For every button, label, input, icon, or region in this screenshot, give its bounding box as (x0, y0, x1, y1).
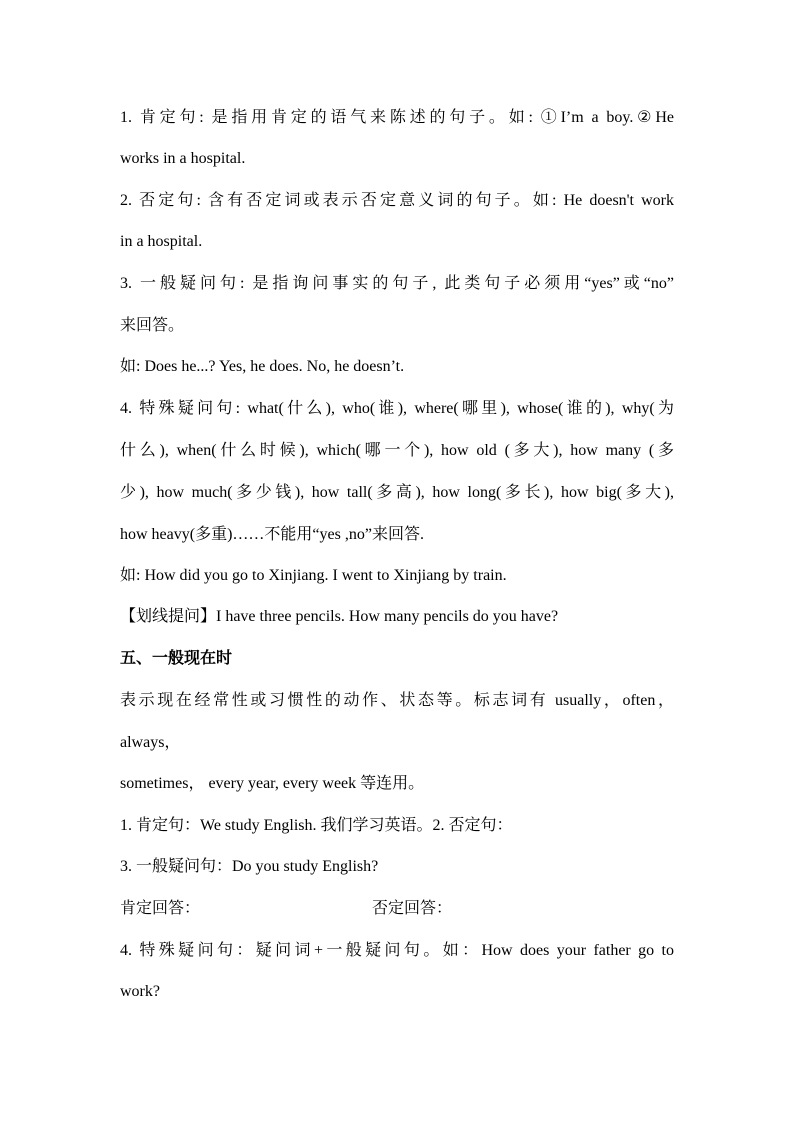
section-heading-simple-present: 五、一般现在时 (120, 650, 233, 667)
answer-row (120, 899, 452, 919)
simple-present-description-line-1: 表示现在经常性或习惯性的动作、状态等。标志词有 usually，often， (120, 692, 674, 709)
paragraph-special-question-line-2: 什么), when(什么时候), which(哪一个), how old (多大), how many (多 (120, 442, 674, 459)
paragraph-negative-line-2: in a hospital. (120, 233, 203, 250)
simple-present-affirmative-negative: 1. 肯定句：We study English. 我们学习英语。2. 否定句： (120, 817, 513, 834)
simple-present-description-line-3: sometimes， every year, every week 等连用。 (120, 775, 425, 792)
paragraph-special-question-line-3: 少), how much(多少钱), how tall(多高), how long(多长), how big(多大), (120, 484, 674, 501)
simple-present-description-line-2: always， (120, 734, 181, 751)
negative-answer-label: 否定回答： (372, 900, 453, 917)
paragraph-special-question-line-4: how heavy(多重)……不能用“yes ,no”来回答. (120, 526, 424, 543)
simple-present-special-question-line-2: work? (120, 983, 160, 1000)
paragraph-yes-no-question-line-2: 来回答。 (120, 317, 185, 334)
paragraph-negative-line-1: 2. 否定句: 含有否定词或表示否定意义词的句子。如: He doesn't work (120, 192, 674, 209)
simple-present-yes-no-question: 3. 一般疑问句：Do you study English? (120, 858, 379, 875)
example-does-he: 如: Does he...? Yes, he does. No, he doesn’t. (120, 358, 405, 375)
paragraph-special-question-line-1: 4. 特殊疑问句: what(什么), who(谁), where(哪里), whose(谁的), why(为 (120, 400, 674, 417)
paragraph-affirmative-line-1: 1. 肯定句: 是指用肯定的语气来陈述的句子。如: ①I’m a boy.②He (120, 109, 674, 126)
simple-present-special-question-line-1: 4. 特殊疑问句：疑问词+一般疑问句。如：How does your father go to (120, 942, 674, 959)
affirmative-answer-label: 肯定回答： (120, 900, 201, 917)
underline-question-example: 【划线提问】I have three pencils. How many pencils do you have? (120, 608, 559, 625)
example-xinjiang: 如: How did you go to Xinjiang. I went to Xinjiang by train. (120, 567, 507, 584)
paragraph-affirmative-line-2: works in a hospital. (120, 150, 246, 167)
paragraph-yes-no-question-line-1: 3. 一般疑问句: 是指询问事实的句子, 此类句子必须用“yes”或“no” (120, 275, 674, 292)
